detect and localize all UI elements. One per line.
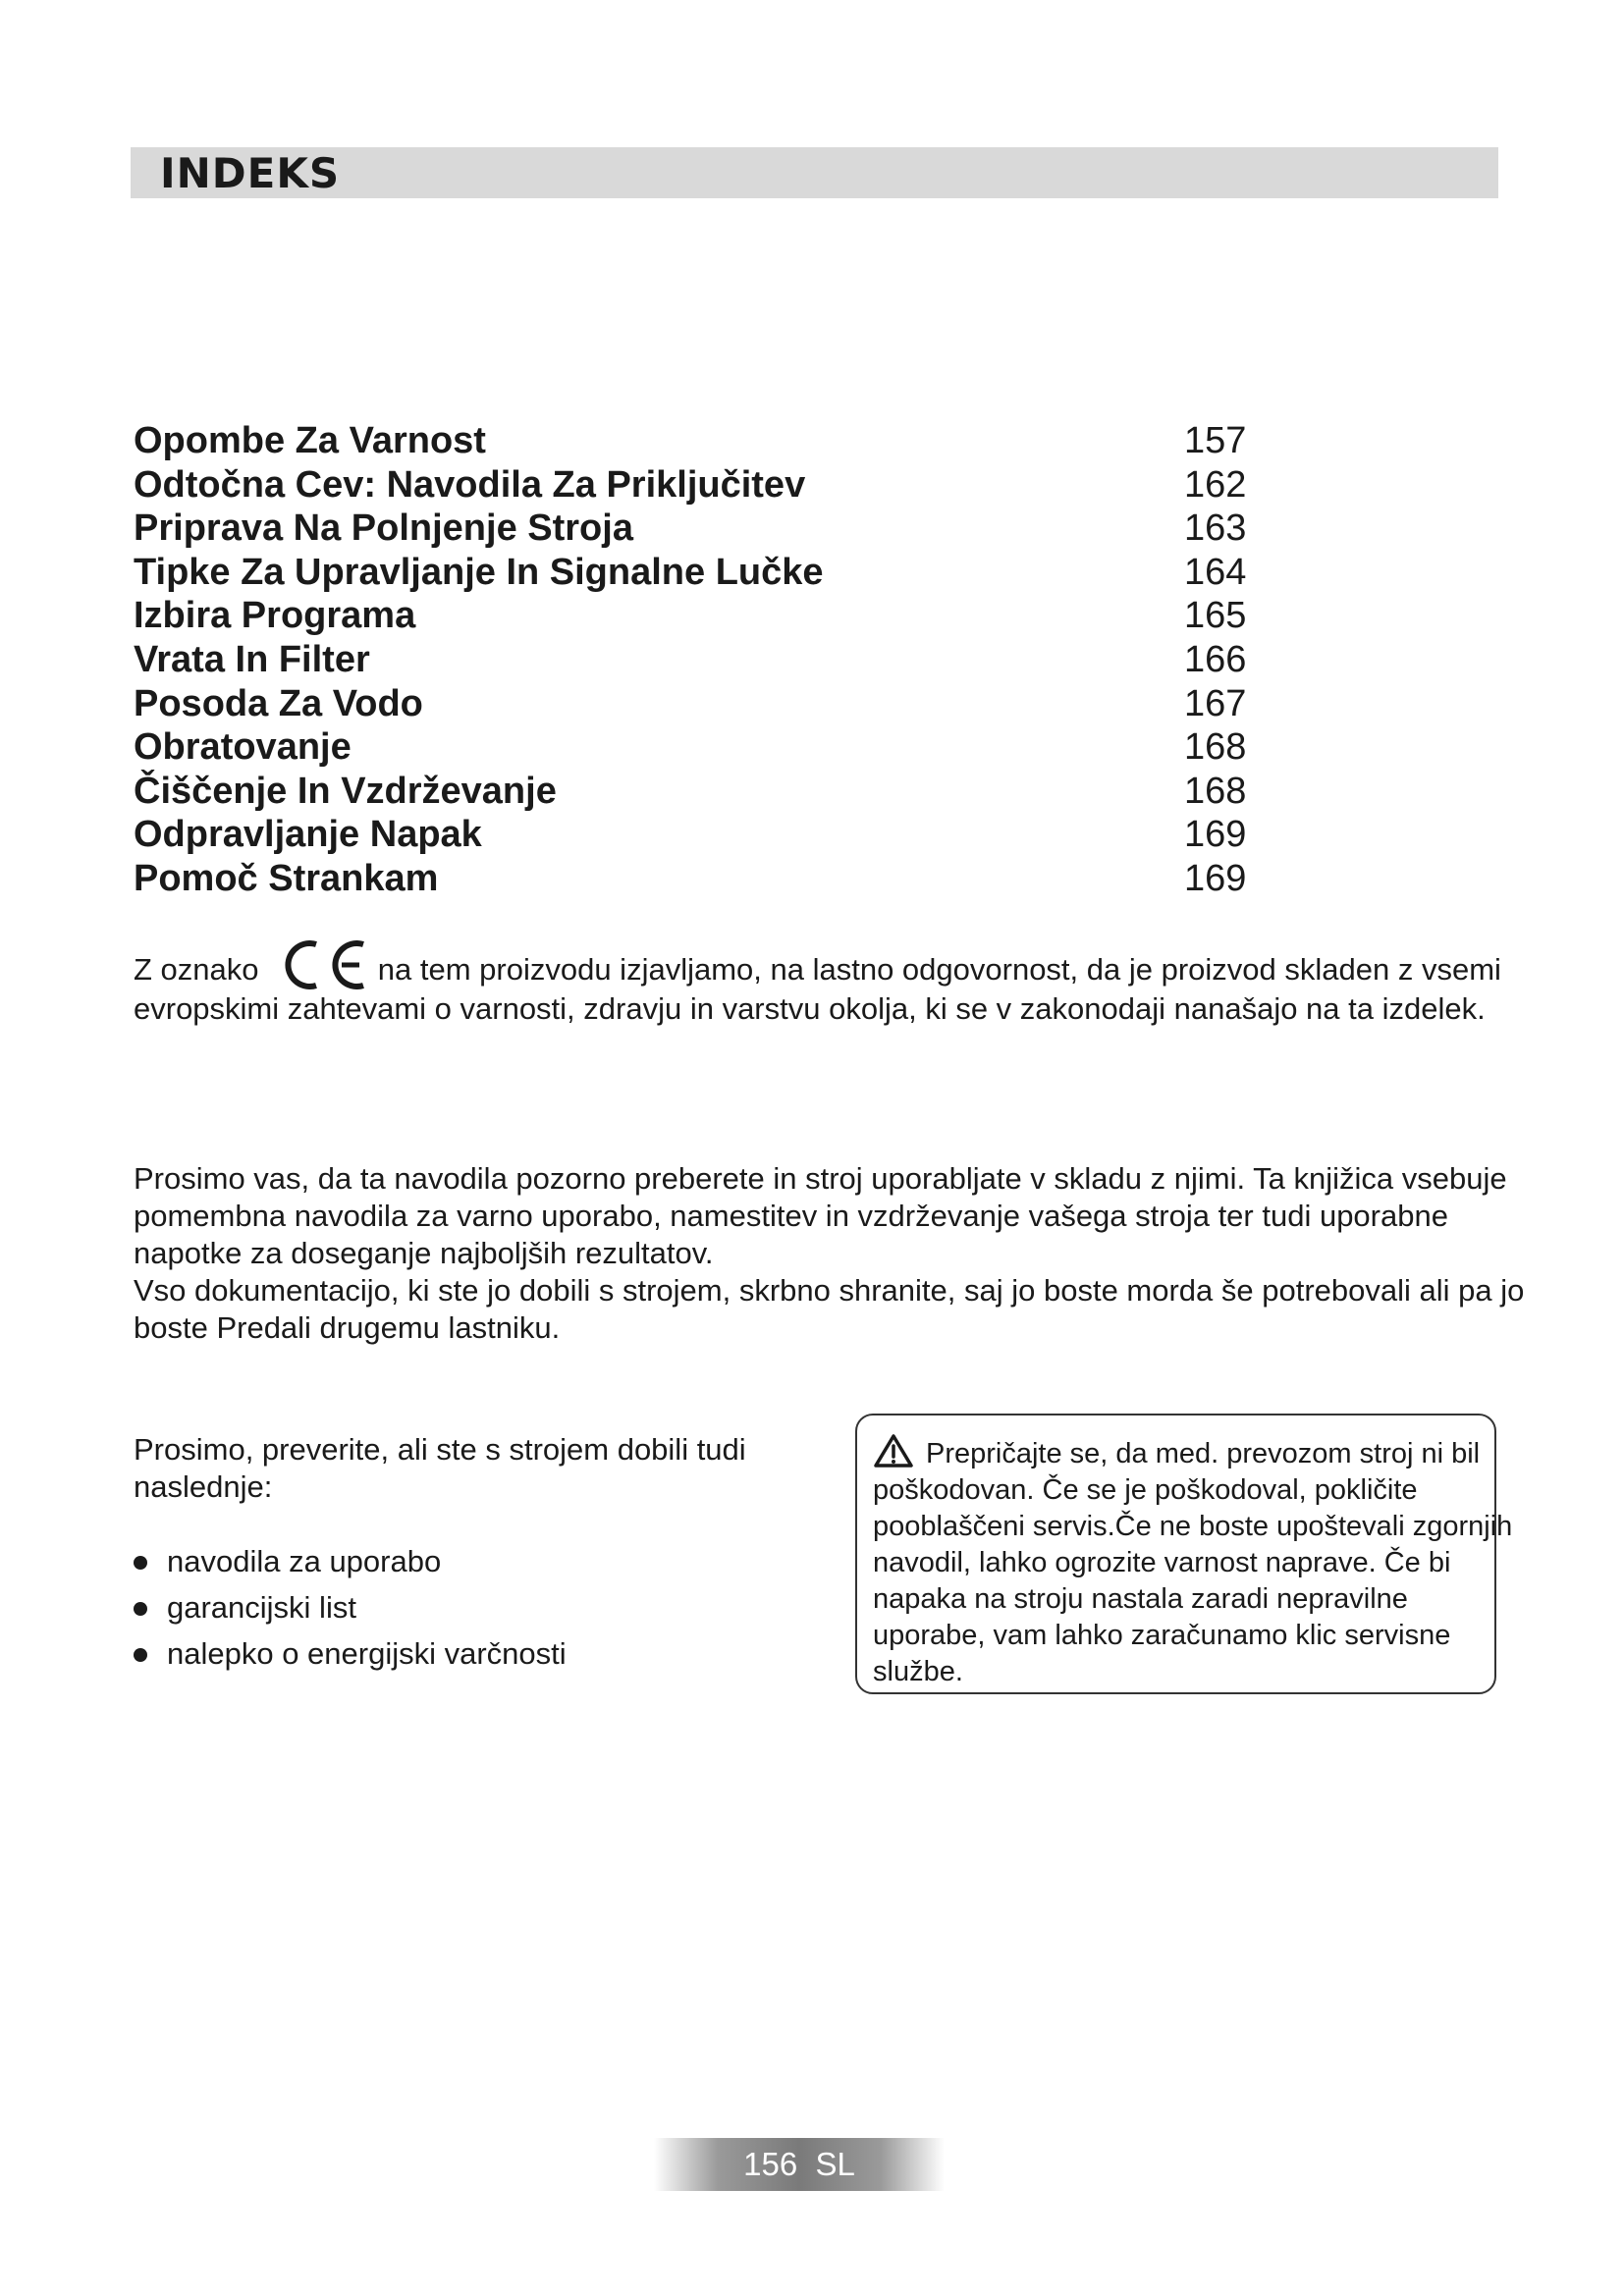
toc-entry — [134, 463, 1253, 507]
toc-entry — [134, 419, 1253, 463]
intro-paragraph-storage: Vso dokumentacijo, ki ste jo dobili s strojem, skrbno shranite, saj jo boste morda še potrebovali ali pa jo boste Predali drugemu lastniku. — [134, 1273, 1525, 1345]
ce-declaration-lead: Z oznako — [134, 952, 259, 987]
ce-declaration — [134, 940, 1547, 1029]
toc-entry — [134, 638, 1253, 682]
bullet-icon — [134, 1648, 147, 1662]
intro-paragraph: Prosimo vas, da ta navodila pozorno preberete in stroj uporabljate v skladu z njimi. Ta knjižica vsebuje pomembna navodila za varno uporabo, namestitev in vzdrževanje vašega stroja ter tudi uporabne napotke za doseganje najboljših rezultatov. — [134, 1161, 1507, 1270]
warning-box — [855, 1414, 1513, 1694]
toc-entry-page: 163 — [1184, 507, 1247, 550]
toc-entry — [134, 551, 1253, 595]
toc-entry — [134, 813, 1253, 857]
ce-declaration-text: na tem proizvodu izjavljamo, na lastno odgovornost, da je proizvod skladen z vsemi evropskimi zahtevami o varnosti, zdravju in varstvu okolja, ki se v zakonodaji nanašajo na ta izdelek. — [134, 952, 1501, 1026]
toc-entry-title: Odtočna Cev: Navodila Za Priključitev — [134, 463, 806, 506]
toc-entry — [134, 725, 1253, 770]
checklist-item — [134, 1589, 567, 1635]
toc-entry — [134, 594, 1253, 638]
table-of-contents — [134, 419, 1253, 901]
checklist-item-label: navodila za uporabo — [167, 1544, 442, 1578]
checklist — [134, 1543, 567, 1682]
toc-entry-page: 157 — [1184, 420, 1247, 461]
toc-entry-title: Tipke Za Upravljanje In Signalne Lučke — [134, 551, 824, 593]
toc-entry — [134, 770, 1253, 814]
warning-triangle-icon — [873, 1433, 914, 1468]
bullet-icon — [134, 1602, 147, 1616]
toc-entry-title: Posoda Za Vodo — [134, 682, 423, 724]
warning-text: Prepričajte se, da med. prevozom stroj ni bil poškodovan. Če se je poškodoval, pokličite pooblaščeni servis.Če ne boste upoštevali zgornjih navodil, lahko ogrozite varnost naprave. Če bi napaka na stroju nastala zaradi nepravilne uporabe, vam lahko zaračunamo klic servisne službe. — [873, 1438, 1513, 1687]
toc-entry-page: 165 — [1184, 595, 1247, 637]
section-header — [131, 147, 1498, 198]
toc-entry-title: Priprava Na Polnjenje Stroja — [134, 507, 633, 550]
bullet-icon — [134, 1556, 147, 1570]
page-title: INDEKS — [160, 149, 341, 197]
toc-entry-title: Izbira Programa — [134, 595, 416, 637]
toc-entry — [134, 682, 1253, 726]
toc-entry — [134, 507, 1253, 551]
toc-entry-title: Pomoč Strankam — [134, 857, 439, 899]
toc-entry-page: 167 — [1184, 682, 1247, 724]
toc-entry-page: 162 — [1184, 463, 1247, 506]
toc-entry-title: Vrata In Filter — [134, 638, 370, 680]
toc-entry-title: Obratovanje — [134, 726, 352, 769]
toc-entry-page: 166 — [1184, 638, 1247, 680]
toc-entry-page: 164 — [1184, 551, 1247, 593]
toc-entry-page: 168 — [1184, 726, 1247, 769]
toc-entry-title: Odpravljanje Napak — [134, 814, 482, 856]
page-number-badge — [654, 2138, 945, 2191]
toc-entry-page: 169 — [1184, 814, 1247, 856]
checklist-item — [134, 1543, 567, 1589]
toc-entry-title: Opombe Za Varnost — [134, 420, 486, 461]
ce-mark-icon — [273, 940, 369, 989]
warning-text-block — [873, 1433, 1515, 1690]
page-number: 156 SL — [743, 2146, 855, 2182]
toc-entry — [134, 857, 1253, 901]
toc-entry-page: 169 — [1184, 857, 1247, 899]
checklist-item-label: garancijski list — [167, 1590, 356, 1625]
checklist-intro: Prosimo, preverite, ali ste s strojem dobili tudi naslednje: — [134, 1432, 746, 1504]
checklist-item-label: nalepko o energijski varčnosti — [167, 1636, 567, 1671]
toc-entry-title: Čiščenje In Vzdrževanje — [134, 770, 557, 812]
checklist-item — [134, 1635, 567, 1682]
toc-entry-page: 168 — [1184, 770, 1247, 812]
